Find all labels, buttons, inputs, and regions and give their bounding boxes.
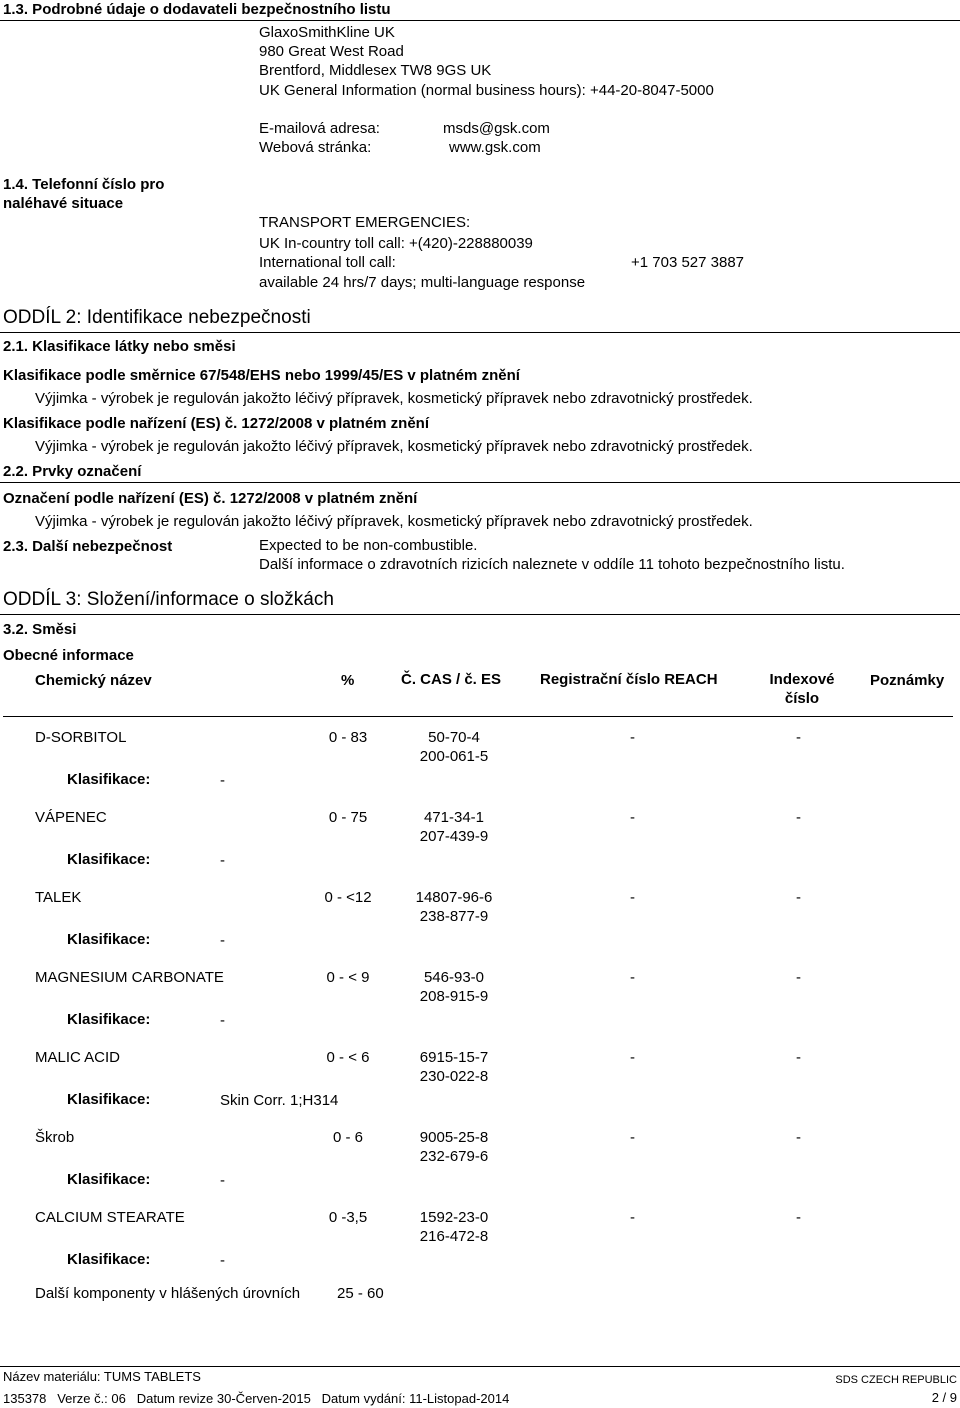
- classification-label: Klasifikace:: [67, 1171, 151, 1188]
- component-reach: -: [630, 889, 635, 906]
- section-divider: [0, 20, 960, 21]
- component-es: 232-679-6: [419, 1148, 489, 1165]
- component-cas: 14807-96-6: [415, 889, 493, 906]
- component-reach: -: [630, 1049, 635, 1066]
- availability: available 24 hrs/7 days; multi-language response: [259, 274, 586, 291]
- component-reach: -: [630, 809, 635, 826]
- component-es: 200-061-5: [419, 748, 489, 765]
- classification-1272: Klasifikace podle nařízení (ES) č. 1272/2008 v platném znění: [3, 415, 430, 432]
- footer-material: Název materiálu: TUMS TABLETS: [3, 1369, 201, 1384]
- exception-text-1: Výjimka - výrobek je regulován jakožto léčivý přípravek, kosmetický přípravek nebo zdravotnický prostředek.: [35, 390, 753, 407]
- supplier-company: GlaxoSmithKline UK: [259, 24, 395, 41]
- component-percent: 0 -3,5: [328, 1209, 368, 1226]
- component-percent: 0 - <12: [324, 889, 372, 906]
- supplier-general-info: UK General Information (normal business hours): +44-20-8047-5000: [259, 82, 714, 99]
- component-index: -: [796, 1209, 801, 1226]
- intl-toll-value: +1 703 527 3887: [631, 254, 745, 271]
- col-header-index-line1: Indexové: [769, 671, 835, 688]
- component-cas: 6915-15-7: [419, 1049, 489, 1066]
- component-index: -: [796, 1129, 801, 1146]
- component-index: -: [796, 969, 801, 986]
- component-reach: -: [630, 1129, 635, 1146]
- section-1-3-title: 1.3. Podrobné údaje o dodavateli bezpečnostního listu: [3, 1, 391, 18]
- component-cas: 471-34-1: [423, 809, 485, 826]
- classification-67-548: Klasifikace podle směrnice 67/548/EHS nebo 1999/45/ES v platném znění: [3, 367, 520, 384]
- component-classification: -: [220, 1172, 225, 1189]
- component-percent: 0 - < 9: [326, 969, 370, 986]
- section-2-1-title: 2.1. Klasifikace látky nebo směsi: [3, 338, 236, 355]
- component-percent: 0 - 83: [328, 729, 368, 746]
- section-divider: [0, 614, 960, 615]
- col-header-notes: Poznámky: [870, 672, 945, 689]
- component-cas: 50-70-4: [428, 729, 480, 746]
- component-classification: -: [220, 1012, 225, 1029]
- component-name: MAGNESIUM CARBONATE: [35, 969, 224, 986]
- footer-sds-country: SDS CZECH REPUBLIC: [835, 1374, 957, 1386]
- component-name: TALEK: [35, 889, 82, 906]
- classification-label: Klasifikace:: [67, 1091, 151, 1108]
- email-value: msds@gsk.com: [443, 120, 550, 137]
- component-index: -: [796, 729, 801, 746]
- section-divider: [0, 482, 960, 483]
- footer-divider: [0, 1366, 960, 1367]
- component-percent: 0 - 75: [328, 809, 368, 826]
- component-percent: 0 - < 6: [326, 1049, 370, 1066]
- component-cas: 546-93-0: [423, 969, 485, 986]
- component-name: Škrob: [35, 1129, 75, 1146]
- footer-meta: 135378 Verze č.: 06 Datum revize 30-Červen-2015 Datum vydání: 11-Listopad-2014: [3, 1391, 510, 1406]
- classification-label: Klasifikace:: [67, 851, 151, 868]
- uk-toll-call: UK In-country toll call: +(420)-228880039: [259, 235, 533, 252]
- web-label: Webová stránka:: [259, 139, 372, 156]
- component-es: 208-915-9: [419, 988, 489, 1005]
- classification-label: Klasifikace:: [67, 771, 151, 788]
- component-name: MALIC ACID: [35, 1049, 121, 1066]
- other-components-label: Další komponenty v hlášených úrovních: [35, 1285, 301, 1302]
- email-label: E-mailová adresa:: [259, 120, 380, 137]
- table-header-divider: [3, 716, 953, 717]
- supplier-street: 980 Great West Road: [259, 43, 404, 60]
- combustible-note: Expected to be non-combustible.: [259, 537, 478, 554]
- intl-toll-label: International toll call:: [259, 254, 396, 271]
- component-es: 238-877-9: [419, 908, 489, 925]
- col-header-index-line2: číslo: [784, 690, 820, 707]
- component-es: 230-022-8: [419, 1068, 489, 1085]
- footer-page-number: 2 / 9: [931, 1390, 957, 1405]
- section-divider: [0, 332, 960, 333]
- section-2-3-title: 2.3. Další nebezpečnost: [3, 538, 173, 555]
- component-name: D-SORBITOL: [35, 729, 127, 746]
- transport-emergencies: TRANSPORT EMERGENCIES:: [259, 214, 471, 231]
- component-classification: -: [220, 932, 225, 949]
- component-name: CALCIUM STEARATE: [35, 1209, 185, 1226]
- component-es: 207-439-9: [419, 828, 489, 845]
- web-value: www.gsk.com: [449, 139, 541, 156]
- section-3-2-title: 3.2. Směsi: [3, 621, 77, 638]
- other-components-value: 25 - 60: [337, 1285, 384, 1302]
- section-3-title: ODDÍL 3: Složení/informace o složkách: [3, 589, 334, 610]
- component-name: VÁPENEC: [35, 809, 107, 826]
- component-reach: -: [630, 729, 635, 746]
- col-header-name: Chemický název: [35, 672, 152, 689]
- component-classification: -: [220, 1252, 225, 1269]
- component-reach: -: [630, 969, 635, 986]
- labelling-1272: Označení podle nařízení (ES) č. 1272/2008 v platném znění: [3, 490, 418, 507]
- component-cas: 9005-25-8: [419, 1129, 489, 1146]
- component-index: -: [796, 809, 801, 826]
- classification-label: Klasifikace:: [67, 1251, 151, 1268]
- col-header-cas: Č. CAS / č. ES: [401, 671, 502, 688]
- section-2-title: ODDÍL 2: Identifikace nebezpečnosti: [3, 307, 311, 328]
- component-percent: 0 - 6: [332, 1129, 363, 1146]
- col-header-percent: %: [341, 672, 355, 689]
- exception-text-3: Výjimka - výrobek je regulován jakožto léčivý přípravek, kosmetický přípravek nebo zdravotnický prostředek.: [35, 513, 753, 530]
- exception-text-2: Výjimka - výrobek je regulován jakožto léčivý přípravek, kosmetický přípravek nebo zdravotnický prostředek.: [35, 438, 753, 455]
- section-1-4-title-line2: naléhavé situace: [3, 195, 124, 212]
- classification-label: Klasifikace:: [67, 1011, 151, 1028]
- component-cas: 1592-23-0: [419, 1209, 489, 1226]
- component-es: 216-472-8: [419, 1228, 489, 1245]
- supplier-city: Brentford, Middlesex TW8 9GS UK: [259, 62, 492, 79]
- component-reach: -: [630, 1209, 635, 1226]
- component-index: -: [796, 889, 801, 906]
- component-classification: -: [220, 852, 225, 869]
- further-health-info: Další informace o zdravotních rizicích naleznete v oddíle 11 tohoto bezpečnostního listu.: [259, 556, 845, 573]
- section-1-4-title-line1: 1.4. Telefonní číslo pro: [3, 176, 165, 193]
- col-header-reach: Registrační číslo REACH: [540, 671, 718, 688]
- component-index: -: [796, 1049, 801, 1066]
- component-classification: -: [220, 772, 225, 789]
- component-classification: Skin Corr. 1;H314: [220, 1092, 339, 1109]
- section-2-2-title: 2.2. Prvky označení: [3, 463, 142, 480]
- general-information: Obecné informace: [3, 647, 134, 664]
- classification-label: Klasifikace:: [67, 931, 151, 948]
